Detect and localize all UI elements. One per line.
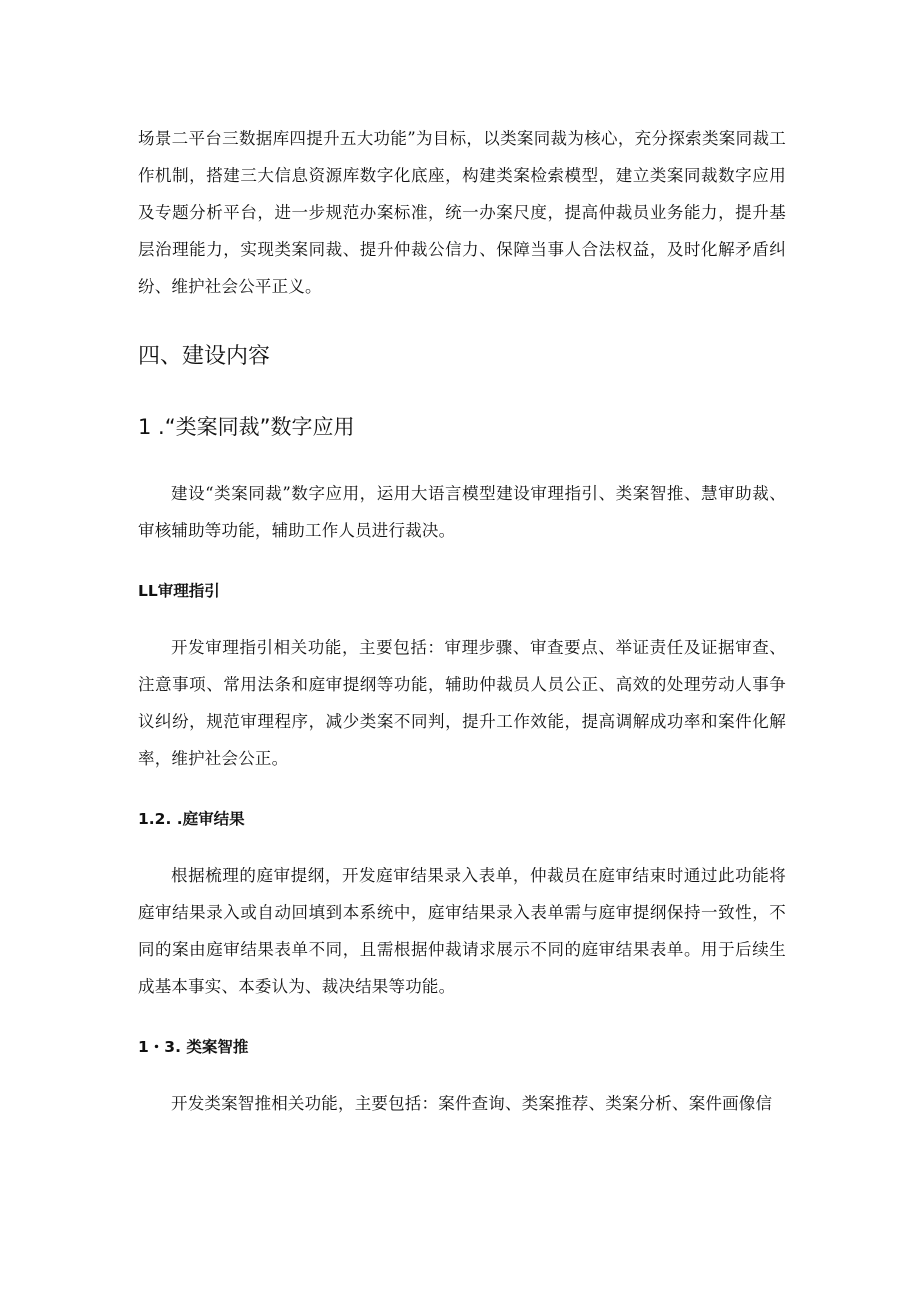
document-content (138, 120, 786, 1122)
intro-paragraph: 场景二平台三数据库四提升五大功能”为目标，以类案同裁为核心，充分探索类案同裁工作机制，搭建三大信息资源库数字化底座，构建类案检索模型，建立类案同裁数字应用及专题分析平台，进一步规范办案标准，统一办案尺度，提高仲裁员业务能力，提升基层治理能力，实现类案同裁、提升仲裁公信力、保障当事人合法权益，及时化解矛盾纠纷、维护社会公平正义。 (138, 129, 786, 296)
trial-guidance-paragraph: 开发审理指引相关功能，主要包括：审理步骤、审查要点、举证责任及证据审查、注意事项、常用法条和庭审提纲等功能，辅助仲裁员人员公正、高效的处理劳动人事争议纠纷，规范审理程序，减少类案不同判，提升工作效能，提高调解成功率和案件化解率，维护社会公正。 (138, 638, 786, 768)
item-heading-trial-result: 1.2. .庭审结果 (138, 810, 245, 828)
trial-result-paragraph: 根据梳理的庭审提纲，开发庭审结果录入表单，仲裁员在庭审结束时通过此功能将庭审结果录入或自动回填到本系统中，庭审结果录入表单需与庭审提纲保持一致性，不同的案由庭审结果表单不同，且需根据仲裁请求展示不同的庭审结果表单。用于后续生成基本事实、本委认为、裁决结果等功能。 (138, 866, 786, 996)
case-recommendation-paragraph: 开发类案智推相关功能，主要包括：案件查询、类案推荐、类案分析、案件画像信 (171, 1094, 773, 1113)
digital-application-paragraph: 建设“类案同裁”数字应用，运用大语言模型建设审理指引、类案智推、慧审助裁、审核辅助等功能，辅助工作人员进行裁决。 (138, 484, 786, 540)
item-heading-case-recommendation: 1・3. 类案智推 (138, 1038, 249, 1056)
subsection-heading-digital-application: 1 .“类案同裁”数字应用 (138, 415, 355, 439)
item-heading-trial-guidance: LL审理指引 (138, 582, 220, 600)
section-heading-construction-content: 四、建设内容 (138, 344, 271, 369)
